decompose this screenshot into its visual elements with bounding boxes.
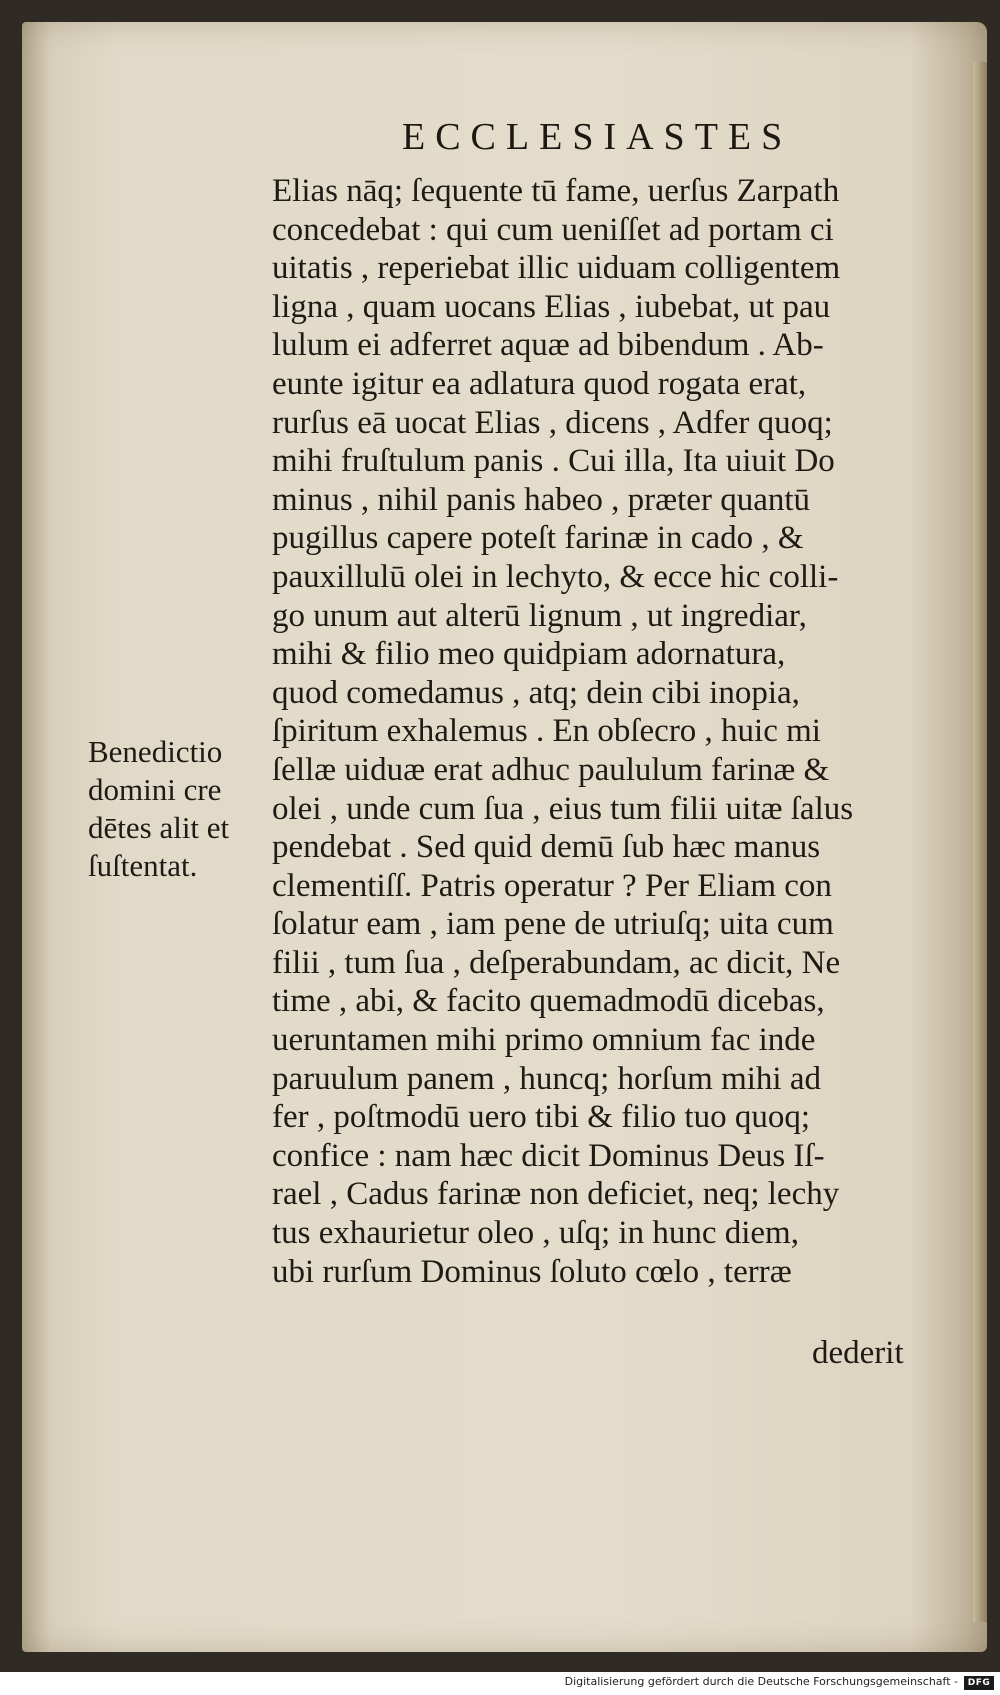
text-line: tus exhaurietur oleo , uſq; in hunc diem, xyxy=(272,1215,799,1252)
marginal-note-line: Benedictio xyxy=(88,734,223,769)
text-line: time , abi, & facito quemadmodū dicebas, xyxy=(272,983,825,1020)
text-line: rurſus eā uocat Elias , dicens , Adfer quoq; xyxy=(272,404,833,441)
text-line: ſolatur eam , iam pene de utriuſq; uita cum xyxy=(272,906,834,943)
text-line: ſellæ uiduæ erat adhuc paululum farinæ & xyxy=(272,751,830,788)
text-line: ubi rurſum Dominus ſoluto cœlo , terræ xyxy=(272,1253,792,1290)
funding-credit: Digitalisierung gefördert durch die Deutsche Forschungsgemeinschaft - xyxy=(564,1675,958,1688)
text-line: minus , nihil panis habeo , præter quantū xyxy=(272,481,811,518)
text-line: mihi fruſtulum panis . Cui illa, Ita uiuit Do xyxy=(272,443,835,480)
footer-bar xyxy=(0,1672,1000,1695)
dfg-logo: DFG xyxy=(964,1676,994,1690)
text-line: pauxillulū olei in lechyto, & ecce hic colli- xyxy=(272,558,839,595)
text-line: clementiſſ. Patris operatur ? Per Eliam con xyxy=(272,867,832,904)
catchword: dederit xyxy=(812,1335,904,1371)
text-line: ligna , quam uocans Elias , iubebat, ut pau xyxy=(272,288,831,325)
text-line: rael , Cadus farinæ non deficiet, neq; lechy xyxy=(272,1176,840,1213)
marginal-note-line: dētes alit et xyxy=(88,810,230,845)
text-line: fer , poſtmodū uero tibi & filio tuo quoq; xyxy=(272,1099,811,1136)
text-line: go unum aut alterū lignum , ut ingrediar, xyxy=(272,597,807,634)
running-head: ECCLESIASTES xyxy=(402,116,793,158)
text-line: pendebat . Sed quid demū ſub hæc manus xyxy=(272,829,821,866)
marginal-note xyxy=(88,733,278,885)
text-line: uitatis , reperiebat illic uiduam colligentem xyxy=(272,250,841,287)
text-line: ueruntamen mihi primo omnium fac inde xyxy=(272,1022,816,1059)
text-line: confice : nam hæc dicit Dominus Deus Iſ- xyxy=(272,1137,825,1174)
marginal-note-line: domini cre xyxy=(88,772,222,807)
body-text xyxy=(272,172,962,1291)
text-line: quod comedamus , atq; dein cibi inopia, xyxy=(272,674,800,711)
text-line: eunte igitur ea adlatura quod rogata erat, xyxy=(272,365,807,402)
text-line: lulum ei adferret aquæ ad bibendum . Ab- xyxy=(272,327,824,364)
text-line: filii , tum ſua , deſperabundam, ac dicit, Ne xyxy=(272,944,841,981)
page-edge xyxy=(973,62,987,1622)
text-line: concedebat : qui cum ueniſſet ad portam ci xyxy=(272,211,834,248)
text-line: olei , unde cum ſua , eius tum filii uitæ ſalus xyxy=(272,790,854,827)
text-line: mihi & filio meo quidpiam adornatura, xyxy=(272,636,786,673)
text-line: ſpiritum exhalemus . En obſecro , huic mi xyxy=(272,713,821,750)
text-line: paruulum panem , huncq; horſum mihi ad xyxy=(272,1060,821,1097)
text-line: pugillus capere poteſt farinæ in cado , & xyxy=(272,520,804,557)
marginal-note-line: ſuſtentat. xyxy=(88,848,198,883)
text-line: Elias nāq; ſequente tū fame, uerſus Zarpath xyxy=(272,173,840,209)
